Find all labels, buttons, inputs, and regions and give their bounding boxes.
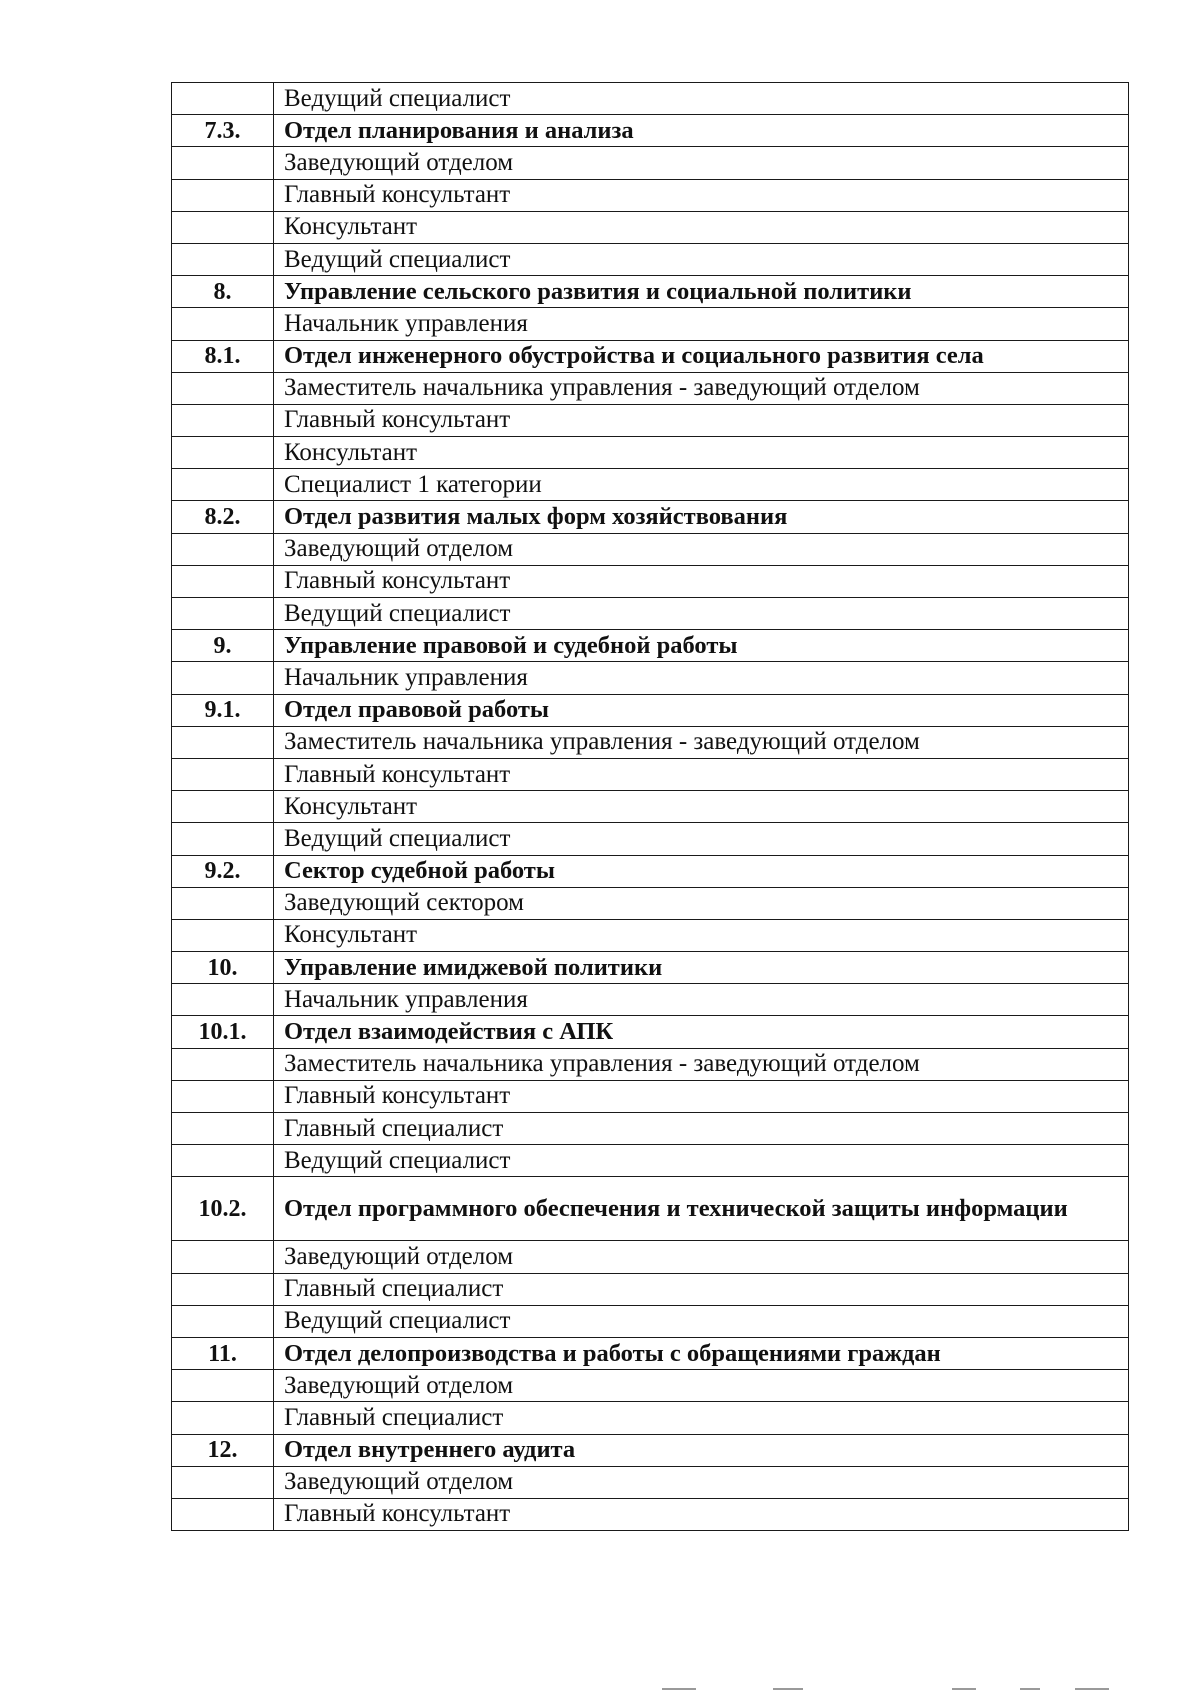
position-title-cell: Консультант	[274, 437, 1129, 469]
position-title-cell: Заведующий отделом	[274, 1466, 1129, 1498]
section-row	[172, 1337, 1129, 1369]
row-number-cell	[172, 1498, 274, 1530]
section-row	[172, 1434, 1129, 1466]
scan-artifact	[1075, 1688, 1109, 1690]
row-number-cell	[172, 791, 274, 823]
section-title-cell: Отдел правовой работы	[274, 694, 1129, 726]
position-title-cell: Ведущий специалист	[274, 243, 1129, 275]
row-number-cell: 10.	[172, 952, 274, 984]
row-number-cell	[172, 211, 274, 243]
row-number-cell	[172, 1241, 274, 1273]
row-number-cell	[172, 726, 274, 758]
row-number-cell: 8.1.	[172, 340, 274, 372]
section-title-cell: Сектор судебной работы	[274, 855, 1129, 887]
row-number-cell	[172, 598, 274, 630]
position-row	[172, 887, 1129, 919]
row-number-cell	[172, 469, 274, 501]
section-row	[172, 276, 1129, 308]
position-row	[172, 1241, 1129, 1273]
row-number-cell	[172, 404, 274, 436]
section-row	[172, 1177, 1129, 1241]
position-title-cell: Ведущий специалист	[274, 83, 1129, 115]
row-number-cell	[172, 919, 274, 951]
row-number-cell: 9.1.	[172, 694, 274, 726]
position-title-cell: Заместитель начальника управления - заведующий отделом	[274, 1048, 1129, 1080]
position-title-cell: Заведующий сектором	[274, 887, 1129, 919]
position-title-cell: Главный консультант	[274, 758, 1129, 790]
row-number-cell	[172, 437, 274, 469]
row-number-cell: 9.2.	[172, 855, 274, 887]
section-row	[172, 952, 1129, 984]
section-row	[172, 340, 1129, 372]
row-number-cell	[172, 1466, 274, 1498]
position-title-cell: Ведущий специалист	[274, 598, 1129, 630]
section-title-cell: Отдел развития малых форм хозяйствования	[274, 501, 1129, 533]
section-title-cell: Отдел планирования и анализа	[274, 115, 1129, 147]
scan-artifact	[952, 1688, 976, 1690]
position-row	[172, 1402, 1129, 1434]
position-row	[172, 598, 1129, 630]
row-number-cell	[172, 1402, 274, 1434]
row-number-cell	[172, 1305, 274, 1337]
position-title-cell: Главный консультант	[274, 179, 1129, 211]
position-title-cell: Специалист 1 категории	[274, 469, 1129, 501]
row-number-cell: 11.	[172, 1337, 274, 1369]
position-row	[172, 1370, 1129, 1402]
position-title-cell: Консультант	[274, 211, 1129, 243]
position-title-cell: Консультант	[274, 919, 1129, 951]
position-title-cell: Заместитель начальника управления - заведующий отделом	[274, 726, 1129, 758]
position-title-cell: Заведующий отделом	[274, 147, 1129, 179]
position-title-cell: Заведующий отделом	[274, 1241, 1129, 1273]
row-number-cell: 8.	[172, 276, 274, 308]
position-row	[172, 1080, 1129, 1112]
scan-artifact	[1020, 1688, 1040, 1690]
position-row	[172, 565, 1129, 597]
row-number-cell: 12.	[172, 1434, 274, 1466]
row-number-cell	[172, 1370, 274, 1402]
row-number-cell	[172, 662, 274, 694]
row-number-cell	[172, 243, 274, 275]
position-row	[172, 147, 1129, 179]
section-title-cell: Отдел внутреннего аудита	[274, 1434, 1129, 1466]
position-title-cell: Заместитель начальника управления - заведующий отделом	[274, 372, 1129, 404]
row-number-cell: 7.3.	[172, 115, 274, 147]
row-number-cell	[172, 179, 274, 211]
position-row	[172, 404, 1129, 436]
section-title-cell: Управление правовой и судебной работы	[274, 630, 1129, 662]
position-row	[172, 372, 1129, 404]
row-number-cell	[172, 1048, 274, 1080]
section-row	[172, 694, 1129, 726]
row-number-cell	[172, 984, 274, 1016]
position-title-cell: Главный консультант	[274, 565, 1129, 597]
position-row	[172, 662, 1129, 694]
position-title-cell: Главный специалист	[274, 1113, 1129, 1145]
row-number-cell	[172, 758, 274, 790]
position-row	[172, 533, 1129, 565]
position-row	[172, 984, 1129, 1016]
row-number-cell	[172, 1080, 274, 1112]
section-title-cell: Управление имиджевой политики	[274, 952, 1129, 984]
row-number-cell: 9.	[172, 630, 274, 662]
position-row	[172, 1145, 1129, 1177]
section-title-cell: Отдел программного обеспечения и технической защиты информации	[274, 1177, 1129, 1241]
row-number-cell: 10.2.	[172, 1177, 274, 1241]
position-row	[172, 469, 1129, 501]
staff-structure-table	[171, 82, 1129, 1531]
row-number-cell	[172, 1145, 274, 1177]
section-row	[172, 630, 1129, 662]
section-row	[172, 115, 1129, 147]
scan-artifact	[773, 1688, 803, 1690]
position-row	[172, 308, 1129, 340]
position-row	[172, 758, 1129, 790]
section-title-cell: Отдел взаимодействия с АПК	[274, 1016, 1129, 1048]
section-title-cell: Отдел инженерного обустройства и социального развития села	[274, 340, 1129, 372]
row-number-cell	[172, 83, 274, 115]
row-number-cell	[172, 1273, 274, 1305]
position-title-cell: Главный специалист	[274, 1402, 1129, 1434]
position-title-cell: Главный консультант	[274, 1498, 1129, 1530]
section-row	[172, 1016, 1129, 1048]
section-row	[172, 501, 1129, 533]
row-number-cell	[172, 372, 274, 404]
position-title-cell: Ведущий специалист	[274, 823, 1129, 855]
position-row	[172, 83, 1129, 115]
position-row	[172, 1466, 1129, 1498]
row-number-cell	[172, 887, 274, 919]
position-row	[172, 179, 1129, 211]
position-title-cell: Консультант	[274, 791, 1129, 823]
row-number-cell	[172, 533, 274, 565]
row-number-cell	[172, 565, 274, 597]
position-title-cell: Ведущий специалист	[274, 1145, 1129, 1177]
position-row	[172, 919, 1129, 951]
scan-artifact	[662, 1688, 696, 1690]
position-title-cell: Главный консультант	[274, 1080, 1129, 1112]
position-title-cell: Начальник управления	[274, 662, 1129, 694]
position-row	[172, 211, 1129, 243]
section-row	[172, 855, 1129, 887]
row-number-cell: 8.2.	[172, 501, 274, 533]
table-body	[172, 83, 1129, 1531]
position-row	[172, 1498, 1129, 1530]
position-title-cell: Главный консультант	[274, 404, 1129, 436]
row-number-cell: 10.1.	[172, 1016, 274, 1048]
row-number-cell	[172, 1113, 274, 1145]
position-title-cell: Заведующий отделом	[274, 1370, 1129, 1402]
position-title-cell: Главный специалист	[274, 1273, 1129, 1305]
row-number-cell	[172, 308, 274, 340]
position-title-cell: Заведующий отделом	[274, 533, 1129, 565]
position-row	[172, 437, 1129, 469]
position-row	[172, 823, 1129, 855]
position-row	[172, 791, 1129, 823]
position-title-cell: Ведущий специалист	[274, 1305, 1129, 1337]
position-row	[172, 1113, 1129, 1145]
position-title-cell: Начальник управления	[274, 984, 1129, 1016]
section-title-cell: Отдел делопроизводства и работы с обращениями граждан	[274, 1337, 1129, 1369]
row-number-cell	[172, 147, 274, 179]
row-number-cell	[172, 823, 274, 855]
position-row	[172, 726, 1129, 758]
section-title-cell: Управление сельского развития и социальной политики	[274, 276, 1129, 308]
position-row	[172, 243, 1129, 275]
position-row	[172, 1305, 1129, 1337]
position-row	[172, 1048, 1129, 1080]
position-title-cell: Начальник управления	[274, 308, 1129, 340]
position-row	[172, 1273, 1129, 1305]
